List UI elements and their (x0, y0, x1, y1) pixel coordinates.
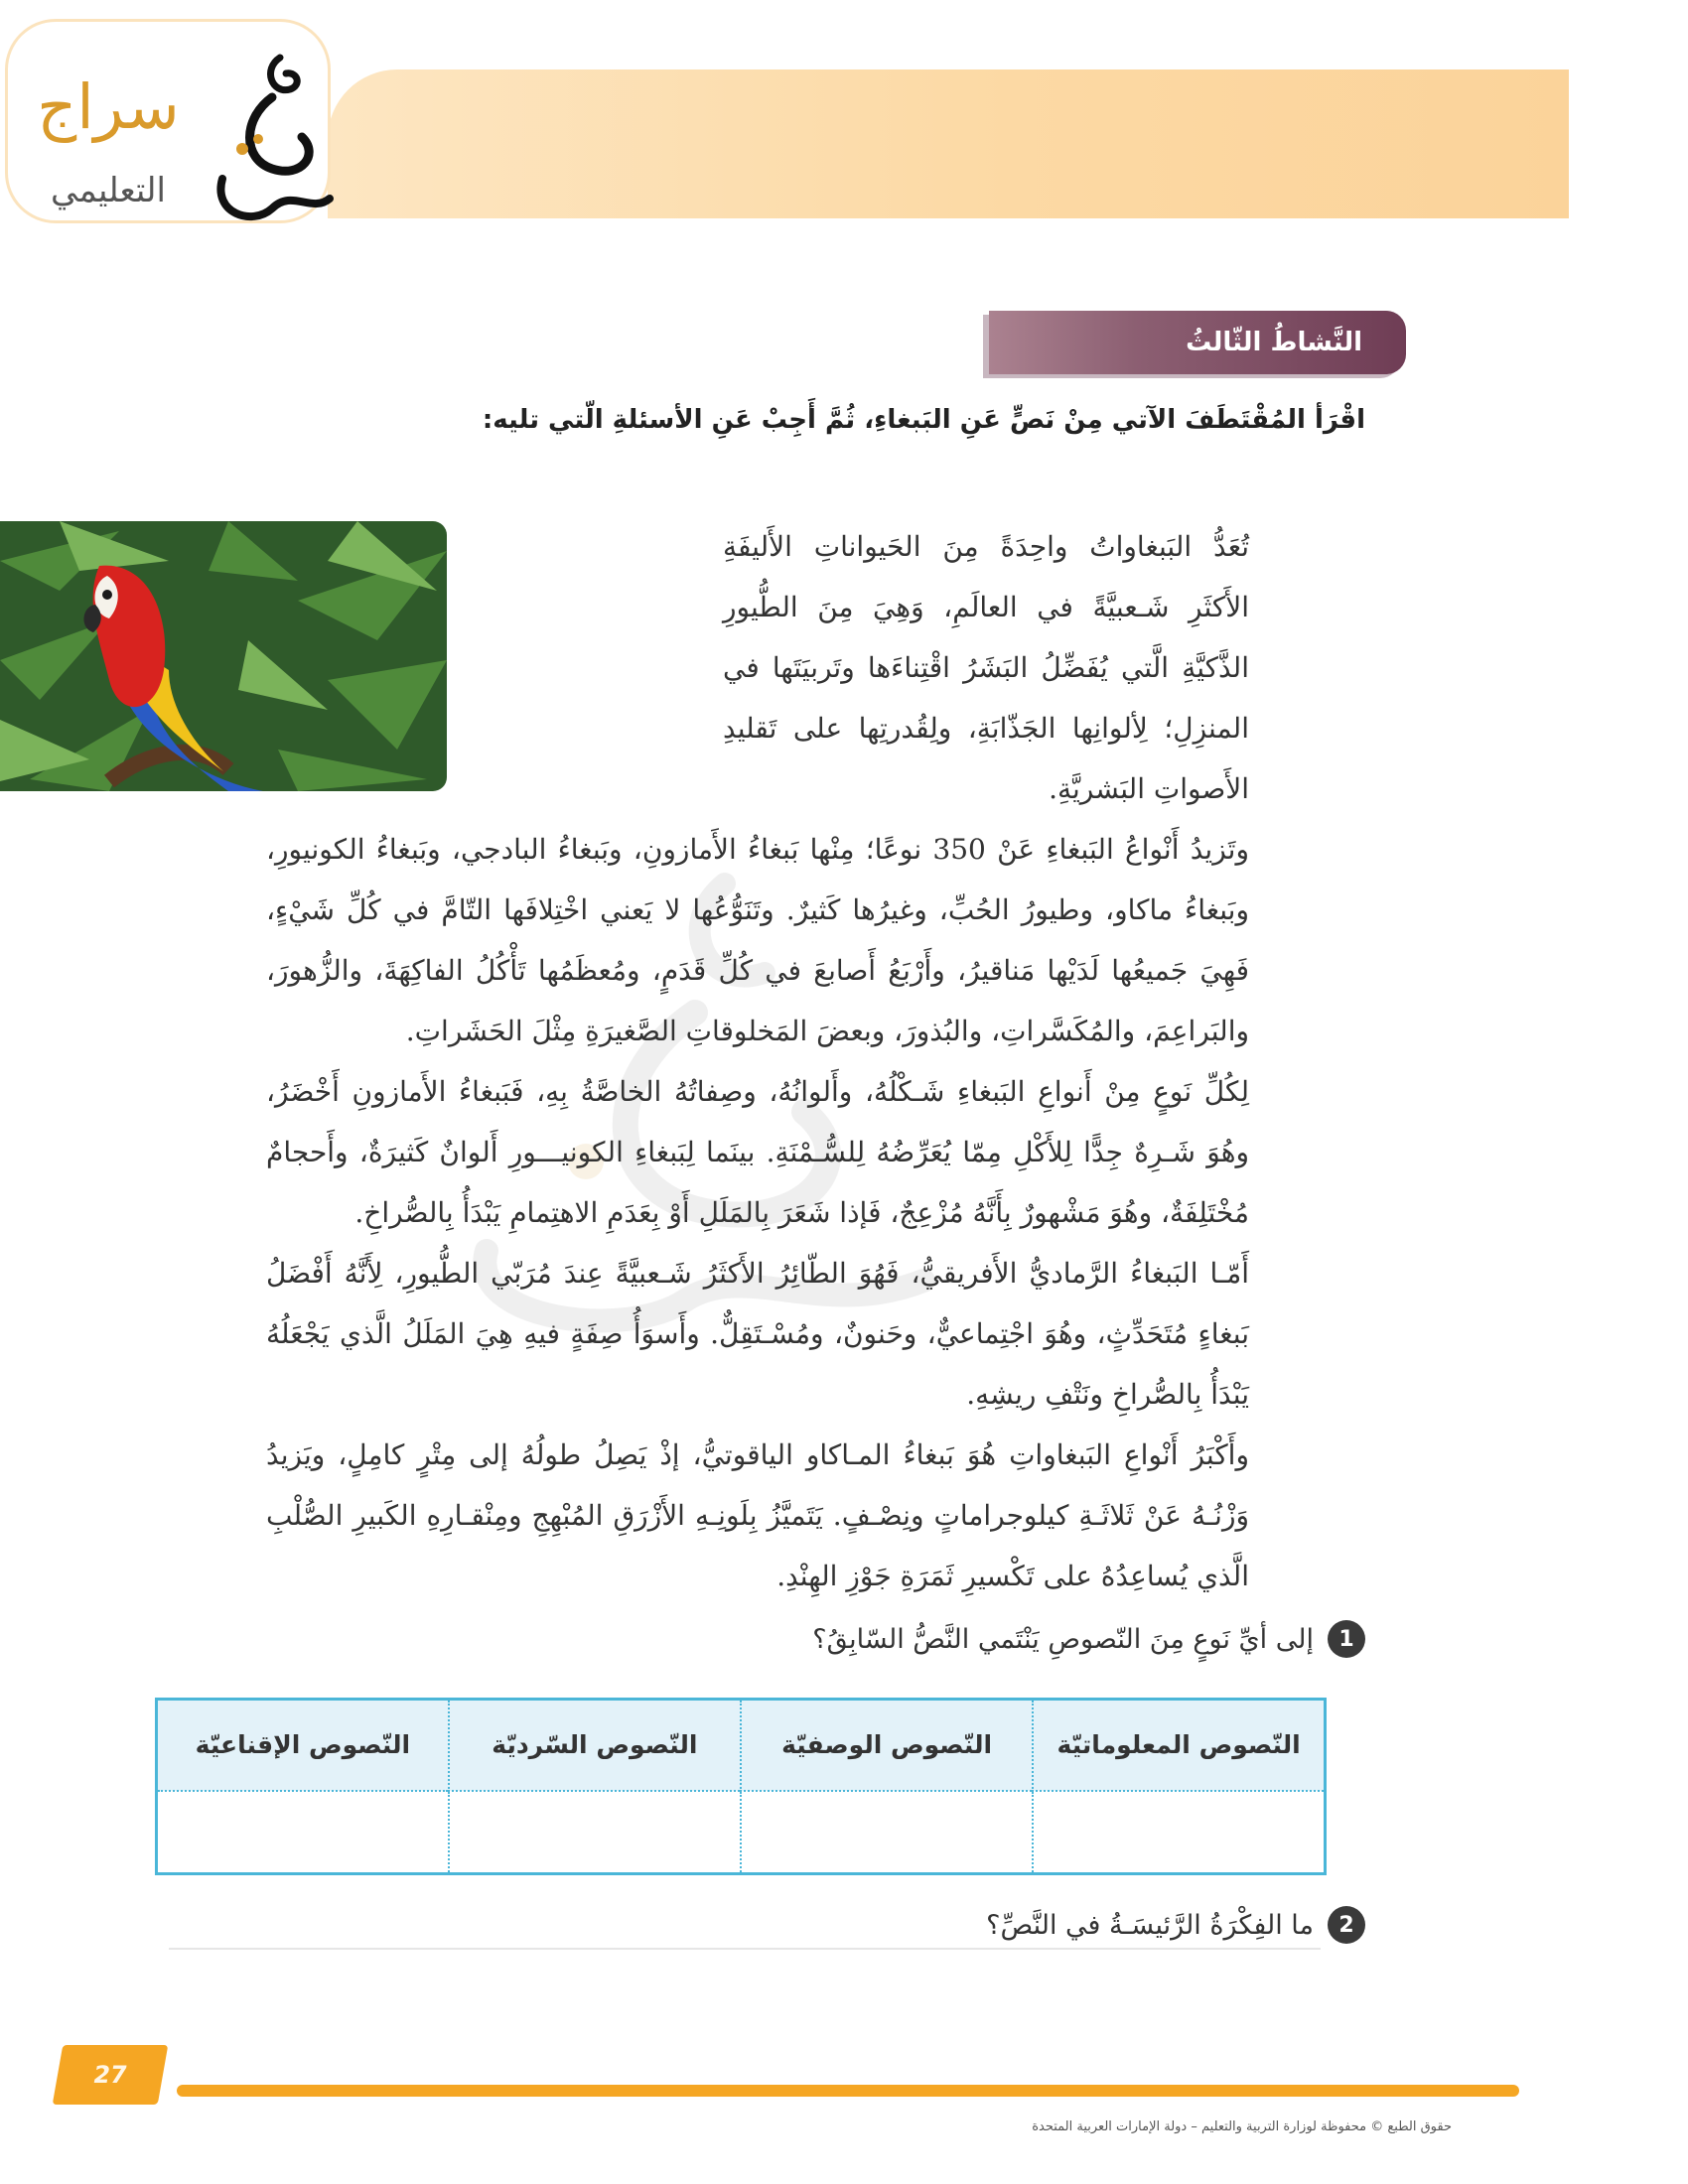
question-number-badge: 2 (1328, 1906, 1365, 1944)
reading-passage (266, 516, 1249, 1606)
answer-cell-descriptive[interactable] (741, 1791, 1033, 1874)
logo-wordmark: سراج (37, 70, 180, 143)
question-1-text: إلى أيِّ نَوعٍ مِنَ النّصوصِ يَنْتَمي النَّصُّ السّابِقُ؟ (812, 1623, 1314, 1655)
activity-title-tab (989, 311, 1406, 374)
question-1 (812, 1620, 1365, 1658)
logo-subtitle: التعليمي (51, 171, 166, 210)
answer-line[interactable] (169, 1948, 1321, 1950)
header-band (328, 69, 1569, 218)
paragraph-3: لِكُلِّ نَوعٍ مِنْ أَنواعِ البَبغاءِ شَـكْلُهُ، وأَلوانُهُ، وصِفاتُهُ الخاصَّةُ بِهِ، فَبَبغاءُ الأَمازونِ أَخْضَرُ، وهُوَ شَـرِهٌ جِدًّا لِلأَكْلِ مِمّا يُعَرِّضُهُ لِلسُّـمْنَةِ. بينَما لِبَبغاءِ الكونيـــورِ أَلوانٌ كَثيرَةٌ، وأَحجامٌ مُخْتَلِفَةٌ، وهُوَ مَشْهورٌ بِأَنَّهُ مُزْعِجٌ، فَإذا شَعَرَ بِالمَلَلِ أَوْ بِعَدَمِ الاهتِمامِ يَبْدَأُ بِالصُّراخِ. (266, 1075, 1249, 1229)
question-number-badge: 1 (1328, 1620, 1365, 1658)
table-header-row (157, 1700, 1326, 1791)
copyright-notice: حقوق الطبع © محفوظة لوزارة التربية والتعليم – دولة الإمارات العربية المتحدة (1032, 2119, 1452, 2134)
paragraph-4: أَمّـا البَبغاءُ الرَّماديُّ الأَفريقيُّ، فَهُوَ الطّائِرُ الأَكثَرُ شَـعبيَّةً عِندَ مُرَبّي الطُّيورِ، لِأَنَّهُ أَفْضَلُ بَبغاءٍ مُتَحَدِّثٍ، وهُوَ اجْتِماعيٌّ، وحَنونٌ، ومُسْـتَقِلٌّ. وأَسوَأُ صِفَةٍ فيهِ هِيَ المَلَلُ الَّذي يَجْعَلُهُ يَبْدَأُ بِالصُّراخِ ونَتْفِ ريشِهِ. (266, 1257, 1249, 1411)
header-informational: النّصوص المعلوماتيّة (1033, 1700, 1325, 1791)
answer-cell-narrative[interactable] (449, 1791, 741, 1874)
paragraph-1: تُعَدُّ البَبغاواتُ واحِدَةً مِنَ الحَيواناتِ الأَليفَةِ الأَكثَرِ شَـعبيَّةً في العالَمِ، وَهِيَ مِنَ الطُّيورِ الذَّكيَّةِ الَّتي يُفَضِّلُ البَشَرُ اقْتِناءَها وتَربيَتَها في المنزِلِ؛ لِألوانِها الجَذّابَةِ، ولِقُدرتِها على تَقليدِ الأَصواتِ البَشريَّةِ. (723, 530, 1249, 805)
answer-cell-informational[interactable] (1033, 1791, 1325, 1874)
text-types-table (155, 1698, 1327, 1875)
paragraph-5: وأَكْبَرُ أَنْواعِ البَبغاواتِ هُوَ بَبغاءُ المـاكاو الياقوتيُّ، إذْ يَصِلُ طولُهُ إلى مِتْرٍ كامِلٍ، ويَزيدُ وَزْنُـهُ عَنْ ثَلاثَـةِ كيلوجراماتٍ ونِصْـفٍ. يَتَميَّزُ بِلَونِـهِ الأَزْرَقِ المُبْهِجِ ومِنْقـارِهِ الكَبيرِ الصُّلْبِ الَّذي يُساعِدُهُ على تَكْسيرِ ثَمَرَةِ جَوْزِ الهِنْدِ. (266, 1438, 1249, 1592)
activity-title: النَّشاطُ الثّالثُ (1186, 328, 1362, 357)
question-2 (986, 1906, 1365, 1944)
question-2-text: ما الفِكْرَةُ الرَّئيسَـةُ في النَّصِّ؟ (986, 1909, 1314, 1941)
page-number (53, 2045, 169, 2105)
logo (8, 22, 328, 220)
header-descriptive: النّصوص الوصفيّة (741, 1700, 1033, 1791)
instruction-text: اقْرَأ المُقْتَطَفَ الآتي مِنْ نَصٍّ عَنِ البَبغاءِ، ثُمَّ أَجِبْ عَنِ الأسئلةِ الّتي تليه: (482, 405, 1365, 435)
page-number-text: 27 (90, 2061, 130, 2089)
header-persuasive: النّصوص الإقناعيّة (157, 1700, 449, 1791)
footer-bar (177, 2085, 1519, 2097)
header-narrative: النّصوص السّرديّة (449, 1700, 741, 1791)
paragraph-2: وتَزيدُ أَنْواعُ البَبغاءِ عَنْ 350 نوعًا؛ مِنْها بَبغاءُ الأَمازونِ، وبَبغاءُ البادجي، وبَبغاءُ الكونيورِ، وبَبغاءُ ماكاو، وطيورُ الحُبِّ، وغيرُها كَثيرٌ. وتَنَوُّعُها لا يَعني اخْتِلافَها التّامَّ في كُلِّ شَيْءٍ، فَهِيَ جَميعُها لَدَيْها مَناقيرُ، وأَرْبَعُ أَصابعَ في كُلِّ قَدَمٍ، ومُعظَمُها تَأْكُلُ الفاكِهَةَ، والزُّهورَ، والبَراعِمَ، والمُكَسَّراتِ، والبُذورَ، وبعضَ المَخلوقاتِ الصَّغيرَةِ مِثْلَ الحَشَراتِ. (266, 833, 1249, 1047)
table-answer-row (157, 1791, 1326, 1874)
answer-cell-persuasive[interactable] (157, 1791, 449, 1874)
calligraphy-mark-icon (203, 50, 334, 238)
